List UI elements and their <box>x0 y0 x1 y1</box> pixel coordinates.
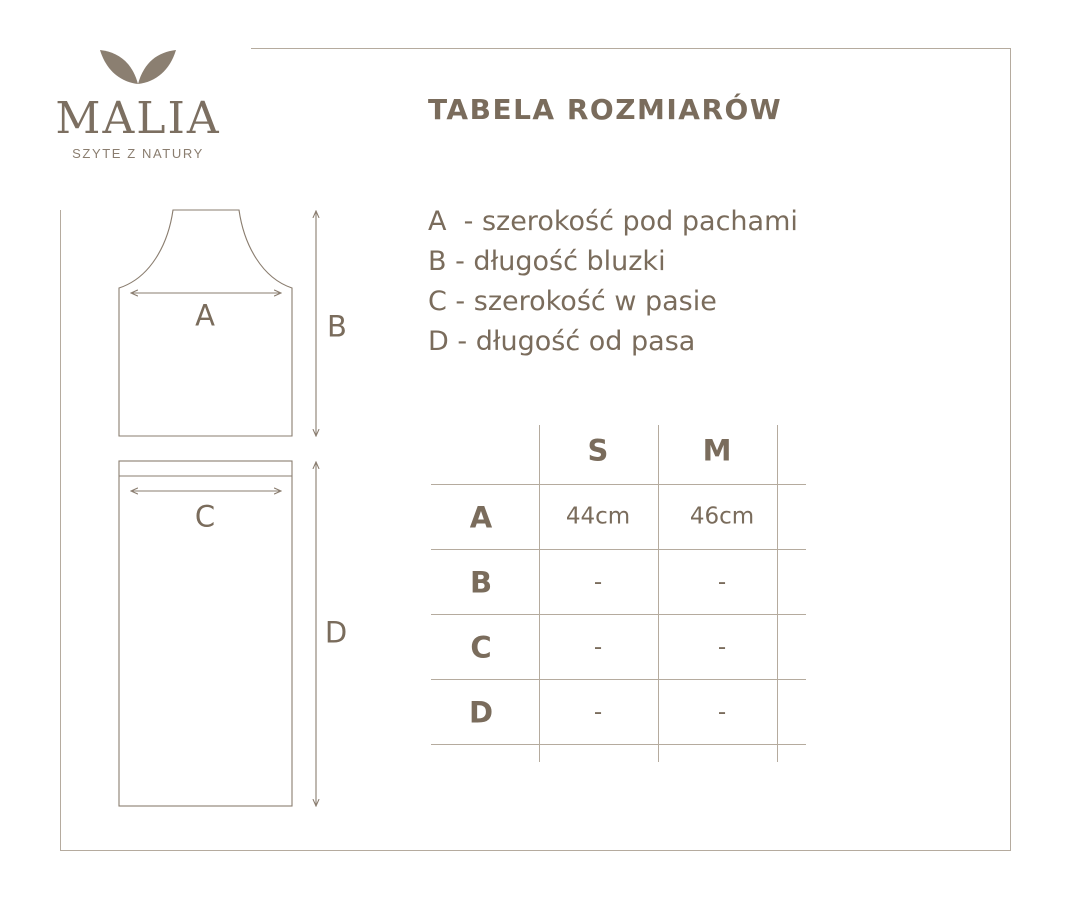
legend-item-c: C - szerokość w pasie <box>428 286 717 317</box>
row-header-d: D <box>468 695 494 730</box>
cell-c-m: - <box>717 634 727 661</box>
legend-item-d: D - długość od pasa <box>428 326 696 357</box>
row-header-c: C <box>470 630 492 665</box>
table-hline-5 <box>431 744 806 745</box>
cell-a-s: 44cm <box>565 503 631 530</box>
column-header-m: M <box>702 433 732 468</box>
brand-name: MALIA <box>55 93 221 144</box>
page-title: TABELA ROZMIARÓW <box>428 93 783 126</box>
cell-d-m: - <box>717 699 727 726</box>
cell-b-s: - <box>593 569 603 596</box>
row-header-b: B <box>469 565 493 600</box>
table-hline-4 <box>431 679 806 680</box>
column-header-s: S <box>587 433 609 468</box>
brand-tagline: SZYTE Z NATURY <box>72 146 204 161</box>
table-vline-1 <box>539 425 540 762</box>
table-hline-2 <box>431 549 806 550</box>
diagram-label-b: B <box>327 309 347 344</box>
table-hline-3 <box>431 614 806 615</box>
legend-item-b: B - długość bluzki <box>428 246 666 277</box>
table-vline-3 <box>777 425 778 762</box>
cell-b-m: - <box>717 569 727 596</box>
cell-d-s: - <box>593 699 603 726</box>
legend-item-a: A - szerokość pod pachami <box>428 206 798 237</box>
diagram-label-d: D <box>324 615 348 650</box>
table-hline-1 <box>431 484 806 485</box>
table-vline-2 <box>658 425 659 762</box>
diagram-label-a: A <box>195 298 215 333</box>
cell-c-s: - <box>593 634 603 661</box>
cell-a-m: 46cm <box>689 503 755 530</box>
diagram-label-c: C <box>194 499 216 534</box>
row-header-a: A <box>469 500 493 535</box>
